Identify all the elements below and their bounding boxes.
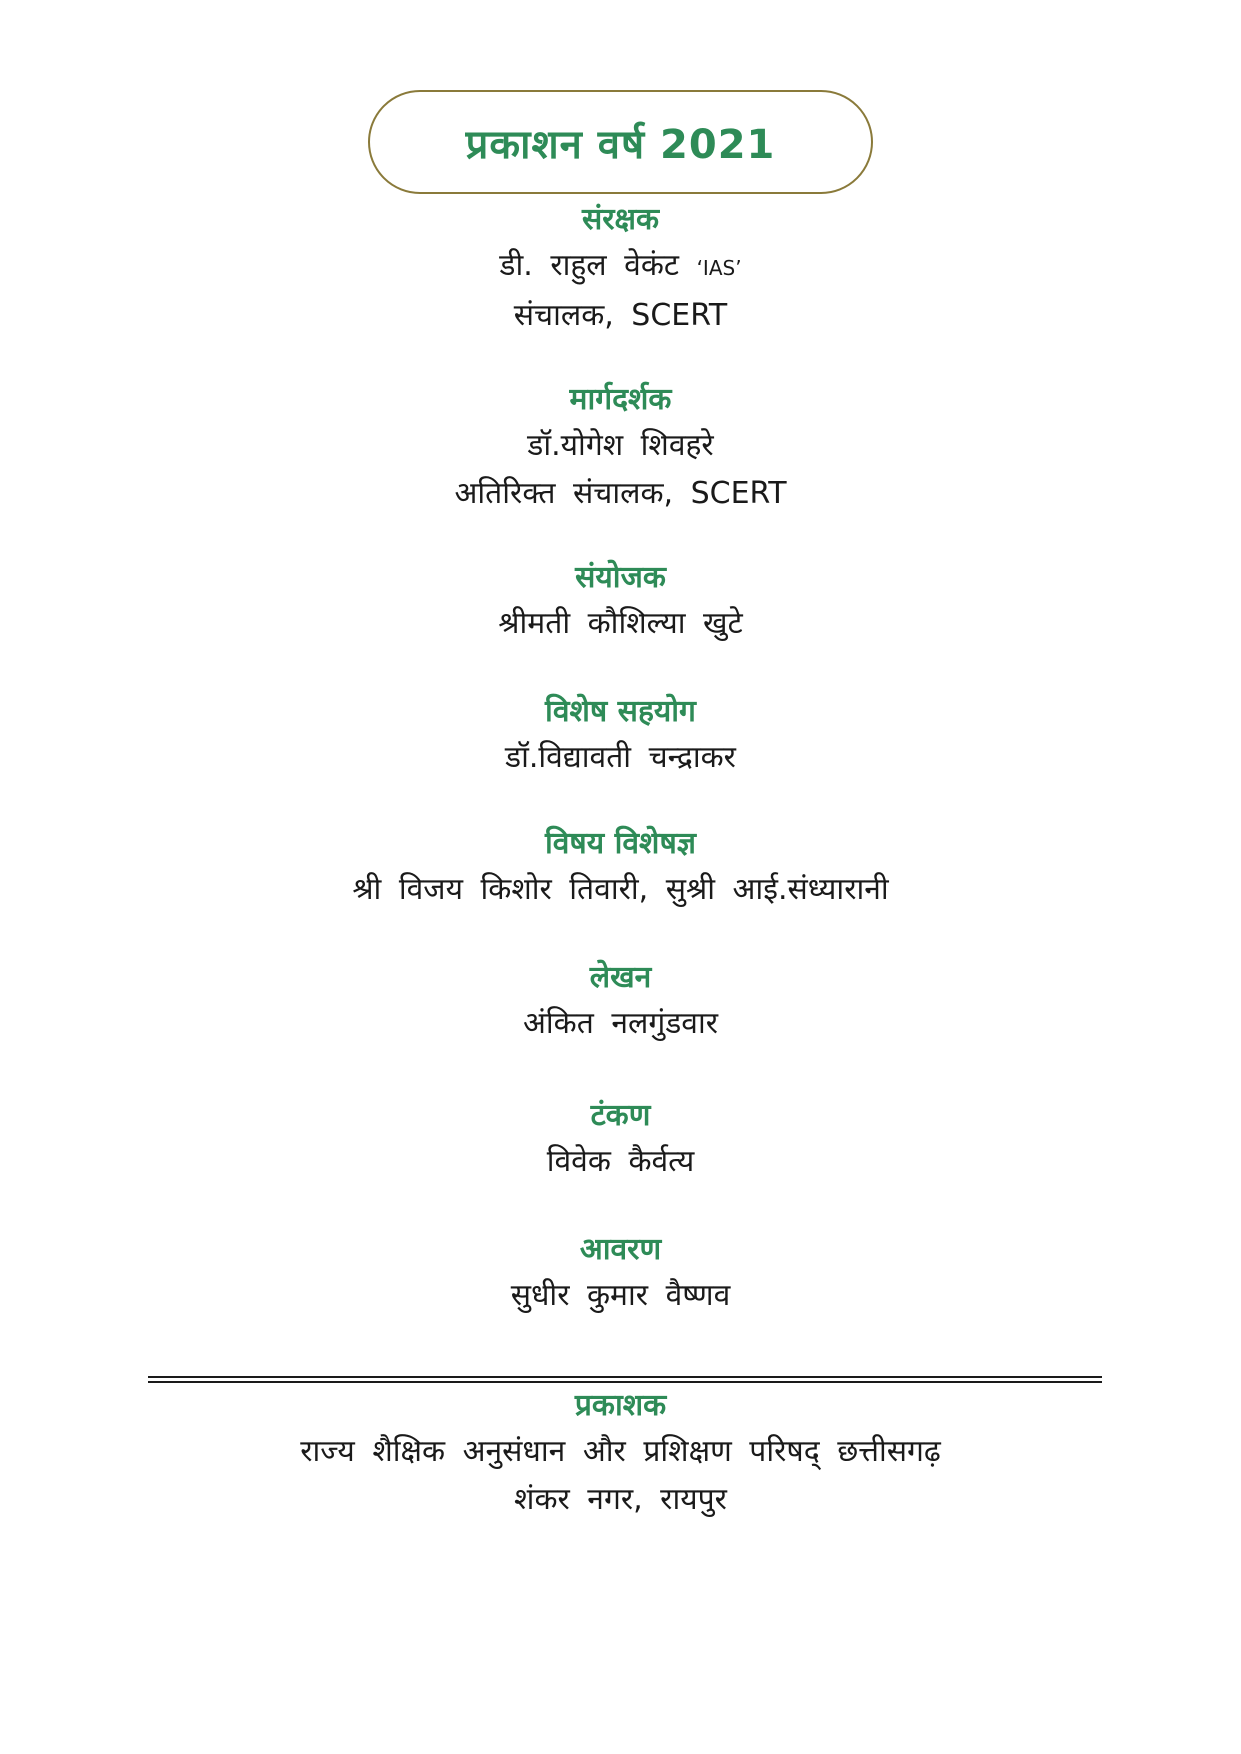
section-subject-experts [0,822,1241,914]
divider-line-top [148,1376,1102,1378]
publisher-line-2: शंकर नगर, रायपुर [514,1482,727,1517]
publisher-heading: प्रकाशक [574,1388,667,1423]
publisher-line-1: राज्य शैक्षिक अनुसंधान और प्रशिक्षण परिषद् छत्तीसगढ़ [300,1434,941,1469]
patron-heading: संरक्षक [581,202,660,237]
guide-heading: मार्गदर्शक [569,382,672,417]
special-support-heading: विशेष सहयोग [545,694,696,729]
cover-heading: आवरण [579,1232,662,1267]
patron-name: डी. राहुल वेकंट [499,248,680,283]
subject-experts-heading: विषय विशेषज्ञ [544,826,697,861]
subject-experts-names: श्री विजय किशोर तिवारी, सुश्री आई.संध्यारानी [352,872,889,907]
cover-name: सुधीर कुमार वैष्णव [510,1278,731,1313]
section-patron [0,198,1241,340]
section-typing [0,1094,1241,1186]
section-coordinator [0,556,1241,648]
section-special-support [0,690,1241,782]
patron-designation: संचालक, SCERT [513,298,728,333]
special-support-name: डॉ.विद्यावती चन्द्राकर [505,740,736,775]
section-writing [0,956,1241,1048]
patron-name-line [0,242,1241,292]
typing-name: विवेक कैर्वत्य [546,1144,695,1179]
section-guide [0,378,1241,518]
writing-heading: लेखन [589,960,652,995]
title-box [368,90,873,194]
section-cover [0,1228,1241,1320]
guide-name: डॉ.योगेश शिवहरे [527,428,714,463]
divider-line-bottom [148,1381,1102,1383]
guide-designation: अतिरिक्त संचालक, SCERT [454,476,787,511]
coordinator-heading: संयोजक [575,560,666,595]
coordinator-name: श्रीमती कौशिल्या खुटे [498,606,743,641]
writing-name: अंकित नलगुंडवार [522,1006,719,1041]
patron-name-suffix: ‘IAS’ [696,256,742,280]
page-title: प्रकाशन वर्ष 2021 [465,121,776,168]
typing-heading: टंकण [590,1098,651,1133]
section-publisher [0,1384,1241,1524]
